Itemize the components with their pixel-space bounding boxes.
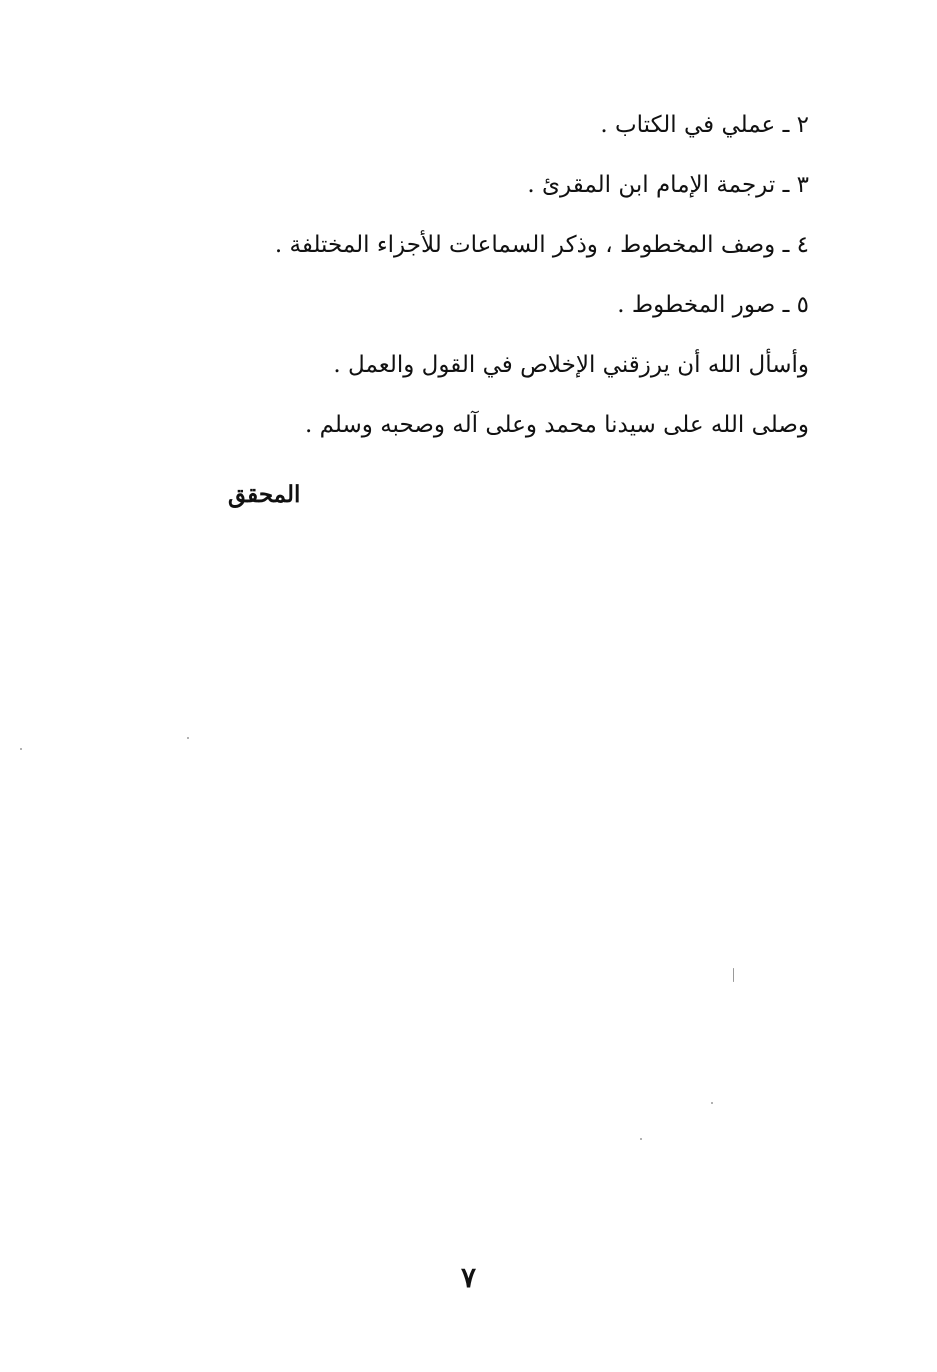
scan-speck bbox=[640, 1138, 642, 1140]
editor-signature: المحقق bbox=[228, 481, 301, 508]
page-number: ٧ bbox=[460, 1261, 477, 1294]
scan-speck bbox=[733, 968, 734, 982]
text-block bbox=[209, 110, 809, 470]
closing-blessing-line: وصلى الله على سيدنا محمد وعلى آله وصحبه وسلم . bbox=[304, 412, 809, 438]
scan-speck bbox=[20, 748, 22, 750]
list-item-4: ٤ ـ وصف المخطوط ، وذكر السماعات للأجزاء المختلفة . bbox=[274, 232, 809, 258]
list-item-5: ٥ ـ صور المخطوط . bbox=[617, 292, 809, 318]
list-item-2: ٢ ـ عملي في الكتاب . bbox=[600, 112, 809, 138]
closing-prayer-line: وأسأل الله أن يرزقني الإخلاص في القول والعمل . bbox=[333, 352, 809, 378]
scan-speck bbox=[711, 1102, 713, 1104]
list-item-3: ٣ ـ ترجمة الإمام ابن المقرئ . bbox=[527, 172, 809, 198]
scan-speck bbox=[187, 737, 189, 739]
